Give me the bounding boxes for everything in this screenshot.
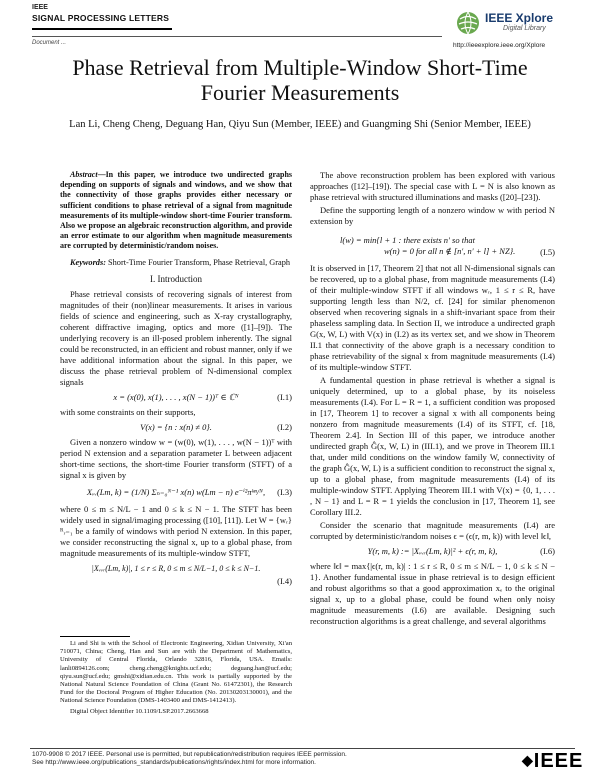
title-line-1: Phase Retrieval from Multiple-Window Short-Time xyxy=(72,55,528,80)
intro-paragraph-2: with some constraints on their supports, xyxy=(60,407,196,418)
xplore-brand: IEEE Xplore xyxy=(485,11,554,25)
header-left-small: Document ... xyxy=(32,40,67,46)
equation-i1-number: (I.1) xyxy=(277,392,292,403)
equation-i2-body: V(x) = {n : x(n) ≠ 0}. xyxy=(140,422,212,433)
right-paragraph-1: The above reconstruction problem has been explored with various approaches ([12]–[19]). The special case with L = N is also known as phase retrieval with structured illuminations and masks ([20]–[23]). xyxy=(310,170,555,202)
equation-i5-line-2: w(n) = 0 for all n ∉ [n′, n′ + l] + NZ}. xyxy=(384,246,516,256)
equation-i1 xyxy=(60,392,292,403)
equation-i2 xyxy=(60,422,292,433)
equation-i5-line-1: l(w) = min{l + 1 : there exists n′ so that xyxy=(340,235,475,245)
equation-i4 xyxy=(60,563,292,574)
right-paragraph-2: Define the supporting length of a nonzero window w with period N extension by xyxy=(310,205,555,226)
equation-i5-number: (I.5) xyxy=(540,247,555,257)
equation-i3 xyxy=(60,487,292,498)
ieee-logo-text: IEEE xyxy=(533,750,584,772)
right-column xyxy=(310,170,555,629)
section-heading: I. Introduction xyxy=(150,274,202,285)
equation-i2-number: (I.2) xyxy=(277,422,292,433)
paper-title xyxy=(30,55,570,105)
xplore-url[interactable]: http://ieeexplore.ieee.org/Xplore xyxy=(453,42,546,49)
right-paragraph-3: It is observed in [17, Theorem 2] that not all N-dimensional signals can be recovered, up to a global phase, from magnitude measurements (I.4) of their multiple-window STFT if all windows wᵣ, 1 ≤ r ≤ R, have supporting length less than N/2, cf. [24] for similar phenomenon observed when recovering signals in a shift-invariant space from their phaseless sampling data. In Section II, we introduce a undirected graph G(x, W, L) with V(x) in (I.2) as its vertex set, and we show in Theorem II.1 that connectivity of the above graph is a necessary condition to phase retrievability of the signal x from magnitude measurements (I.4) of its multiple-window STFT. xyxy=(310,263,555,372)
doi: Digital Object Identifier 10.1109/LSP.2017.2663668 xyxy=(70,707,209,715)
xplore-globe-icon xyxy=(455,10,481,36)
abstract xyxy=(60,170,292,252)
ieee-xplore-logo xyxy=(455,8,575,36)
footer-text xyxy=(32,751,502,767)
equation-i6 xyxy=(310,546,555,557)
right-paragraph-5: Consider the scenario that magnitude measurements (I.4) are corrupted by deterministic/random noises ϵ = (ϵ(r, m, k)) with level ‖ϵ‖, xyxy=(310,520,555,541)
footnote-text: Li and Shi is with the School of Electronic Engineering, Xidian University, Xi'an 710071, China; Cheng, Han and Sun are with the Department of Mathematics, University of Central Florida, Orlando 32816, Florida, USA. Emails: lanli0894126.com; cheng.cheng@knights.ucf.edu; deguang.han@ucf.edu; qiyu.sun@ucf.edu; gmshi@xidian.edu.cn. This work is partially supported by the National Natural Science Foundation of China (Grant No. 61472301), the Research Fund for the Doctoral Program of Higher Education (No. 20130203130001), and the National Science Foundation (DMS-1403400 and DMS-1412413). xyxy=(60,640,292,705)
equation-i3-body: Xᵥᵥ(Lm, k) = (1/N) Σₙ₌₀ᴺ⁻¹ x(n) w(Lm − n) e⁻ⁱ²πᵏⁿ/ᴺ, xyxy=(86,487,266,498)
keywords-label: Keywords: xyxy=(70,257,106,267)
footer-line-2[interactable]: See http://www.ieee.org/publications_standards/publications/rights/index.html for more information. xyxy=(32,759,316,766)
authors: Lan Li, Cheng Cheng, Deguang Han, Qiyu Sun (Member, IEEE) and Guangming Shi (Senior Member, IEEE) xyxy=(69,119,531,130)
header-rule-thin xyxy=(32,36,442,37)
footer-rule xyxy=(30,748,575,749)
intro-paragraph-1: Phase retrieval consists of recovering signals of interest from magnitudes of their (non)linear measurements. It arises in various fields of science and engineering, such as X-ray crystallography, coherent diffractive imaging, optics and more ([1]–[9]). The underlying recovery is an ill-posed problem inherently. The signal could be reconstructed, in an efficient and robust manner, only if we have additional information about the signal. In this paper, we discuss the phase retrieval problem of N-dimensional complex signals xyxy=(60,289,292,388)
xplore-sub: Digital Library xyxy=(503,25,546,32)
journal-name: SIGNAL PROCESSING LETTERS xyxy=(32,13,170,23)
footer-line-1: 1070-9908 © 2017 IEEE. Personal use is permitted, but republication/redistribution requires IEEE permission. xyxy=(32,751,347,758)
keywords-text: Short-Time Fourier Transform, Phase Retrieval, Graph xyxy=(108,257,291,267)
abstract-label: Abstract xyxy=(70,170,98,179)
equation-i1-body: x = (x(0), x(1), . . . , x(N − 1))ᵀ ∈ ℂᴺ xyxy=(113,392,239,403)
abstract-text: —In this paper, we introduce two undirected graphs depending on supports of signals and windows, and we show that the connectivity of those graphs provides either necessary or sufficient conditions to phase retrieval of a signal from magnitude measurements of its multiple-window short-time Fourier transform. Also we propose an algebraic reconstruction algorithm, and provide an error estimate to our algorithm when magnitude measurements are corrupted by deterministic/random noises. xyxy=(60,170,292,251)
equation-i3-number: (I.3) xyxy=(277,487,292,498)
ieee-logo xyxy=(522,750,583,773)
equation-i6-body: Y(r, m, k) := |Xᵥᵥᵣ(Lm, k)|² + ϵ(r, m, k), xyxy=(367,546,498,556)
intro-paragraph-3: Given a nonzero window w = (w(0), w(1), . . . , w(N − 1))ᵀ with period N extension and a separation parameter L between adjacent short-time sections, the short-time Fourier transform (STFT) of a signal x is given by xyxy=(60,437,292,481)
right-paragraph-4: A fundamental question in phase retrieval is whether a signal is uniquely determined, up to a global phase, by its noiseless measurements (I.4). For L = R = 1, a sufficient condition was proposed in [17, Theorem 1] to recover a signal x with all components being nonzero from magnitude measurements (I.4) of its STFT, cf. [18, Theorem 2.4]. In Section III of this paper, we introduce another undirected graph Ĝ(x, W, L) in (III.1), and we prove in Theorem III.1 that, under mild conditions on the window family W, connectivity of the graph Ĝ(x, W, L) is a sufficient condition to reconstruct the signal x, up to a global phase, from magnitude measurements (I.4) of its multiple-window STFT. Applying Theorem III.1 with V(x) = {0, 1, . . . , N − 1} and L = R = 1 yields the conclusion in [17, Theorem 1], see Corollary III.2. xyxy=(310,375,555,517)
keywords xyxy=(60,258,292,269)
right-paragraph-6: where ‖ϵ‖ = max{|ϵ(r, m, k)| : 1 ≤ r ≤ R, 0 ≤ m ≤ N/L − 1, 0 ≤ k ≤ N − 1}. Another fundamental issue in phase retrieval is to design efficient and robust algorithms so that a good approximation xₑ to the original signal x, up to a global phase, could be found when only noisy magnitude measurements (I.6) are available. Designing such reconstruction algorithms is a great challenge, and several algorithms xyxy=(310,561,555,626)
footnote xyxy=(60,640,292,718)
header-rule-left xyxy=(32,28,172,30)
equation-i4-body: |Xᵥᵥᵣ(Lm, k)|, 1 ≤ r ≤ R, 0 ≤ m ≤ N/L−1, 0 ≤ k ≤ N−1. xyxy=(91,564,261,574)
title-line-2: Fourier Measurements xyxy=(200,80,400,105)
footnote-rule xyxy=(60,636,130,637)
intro-paragraph-4: where 0 ≤ m ≤ N/L − 1 and 0 ≤ k ≤ N − 1. The STFT has been widely used in signal/imaging processing ([10], [11]). Let W = {wᵣ}ᴿᵣ₌₁ be a family of windows with period N extension. In this paper, we consider reconstructing the signal x, up to a global phase, from magnitude measurements of its multiple-window STFT, xyxy=(60,504,292,559)
ieee-diamond-icon: ◆ xyxy=(522,752,534,768)
equation-i6-number: (I.6) xyxy=(540,546,555,556)
top-tag: IEEE xyxy=(32,4,48,11)
left-column xyxy=(60,170,292,587)
equation-i4-number: (I.4) xyxy=(277,576,292,587)
equation-i5 xyxy=(310,235,555,257)
